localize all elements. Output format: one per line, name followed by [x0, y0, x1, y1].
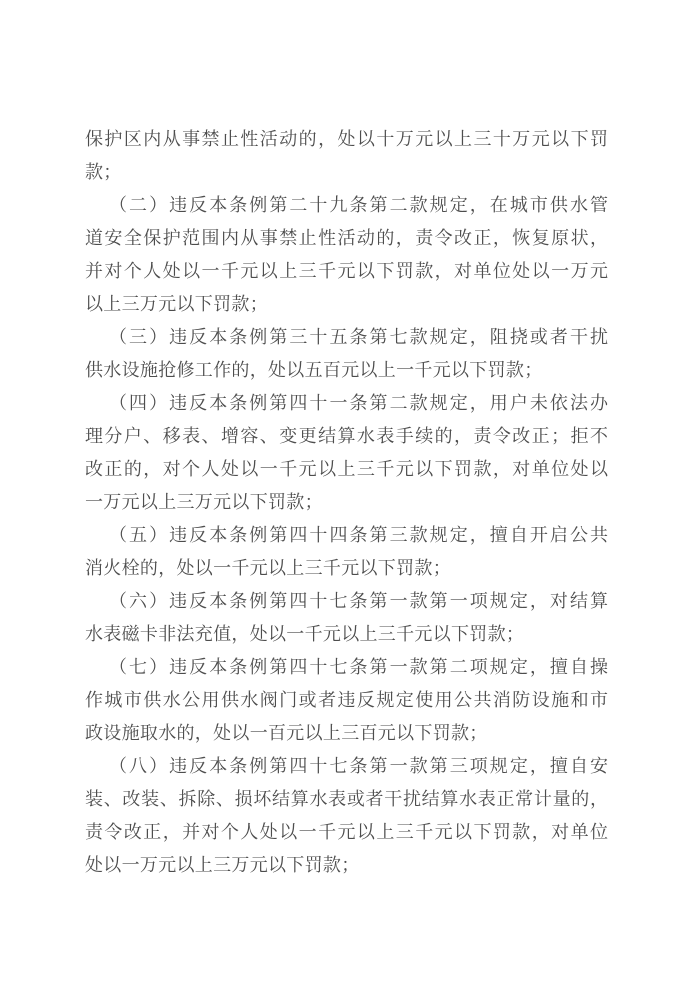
text-line: 作城市供水公用供水阀门或者违反规定使用公共消防设施和市 [85, 690, 608, 710]
text-line: （四）违反本条例第四十一条第二款规定，用户未依法办 [109, 393, 608, 413]
text-line: 一万元以上三万元以下罚款； [85, 492, 323, 512]
text-line: 款； [85, 162, 122, 182]
text-line: 理分户、移表、增容、变更结算水表手续的，责令改正；拒不 [85, 426, 608, 446]
text-line: 道安全保护范围内从事禁止性活动的，责令改正，恢复原状， [85, 228, 608, 248]
text-line: 供水设施抢修工作的，处以五百元以上一千元以下罚款； [85, 360, 543, 380]
text-line: 保护区内从事禁止性活动的，处以十万元以上三十万元以下罚 [85, 129, 608, 149]
text-line: （五）违反本条例第四十四条第三款规定，擅自开启公共 [109, 525, 608, 545]
text-line: 并对个人处以一千元以上三千元以下罚款，对单位处以一万元 [85, 261, 608, 281]
text-line: 责令改正，并对个人处以一千元以上三千元以下罚款，对单位 [85, 822, 608, 842]
paragraph [85, 123, 608, 189]
text-line: 以上三万元以下罚款； [85, 294, 268, 314]
text-line: 消火栓的，处以一千元以上三千元以下罚款； [85, 558, 451, 578]
paragraph [85, 387, 608, 519]
text-line: （二）违反本条例第二十九条第二款规定，在城市供水管 [109, 195, 608, 215]
text-line: 改正的，对个人处以一千元以上三千元以下罚款，对单位处以 [85, 459, 608, 479]
document-content [85, 123, 608, 882]
paragraph [85, 519, 608, 585]
text-line: 处以一万元以上三万元以下罚款； [85, 855, 360, 875]
paragraph [85, 750, 608, 882]
paragraph [85, 321, 608, 387]
paragraph [85, 651, 608, 750]
text-line: （六）违反本条例第四十七条第一款第一项规定，对结算 [109, 591, 608, 611]
paragraph [85, 585, 608, 651]
text-line: （八）违反本条例第四十七条第一款第三项规定，擅自安 [109, 756, 608, 776]
text-line: 装、改装、拆除、损坏结算水表或者干扰结算水表正常计量的， [85, 789, 608, 809]
text-line: （三）违反本条例第三十五条第七款规定，阻挠或者干扰 [109, 327, 608, 347]
text-line: （七）违反本条例第四十七条第一款第二项规定，擅自操 [109, 657, 608, 677]
paragraph [85, 189, 608, 321]
text-line: 水表磁卡非法充值，处以一千元以上三千元以下罚款； [85, 624, 525, 644]
text-line: 政设施取水的，处以一百元以上三百元以下罚款； [85, 723, 488, 743]
